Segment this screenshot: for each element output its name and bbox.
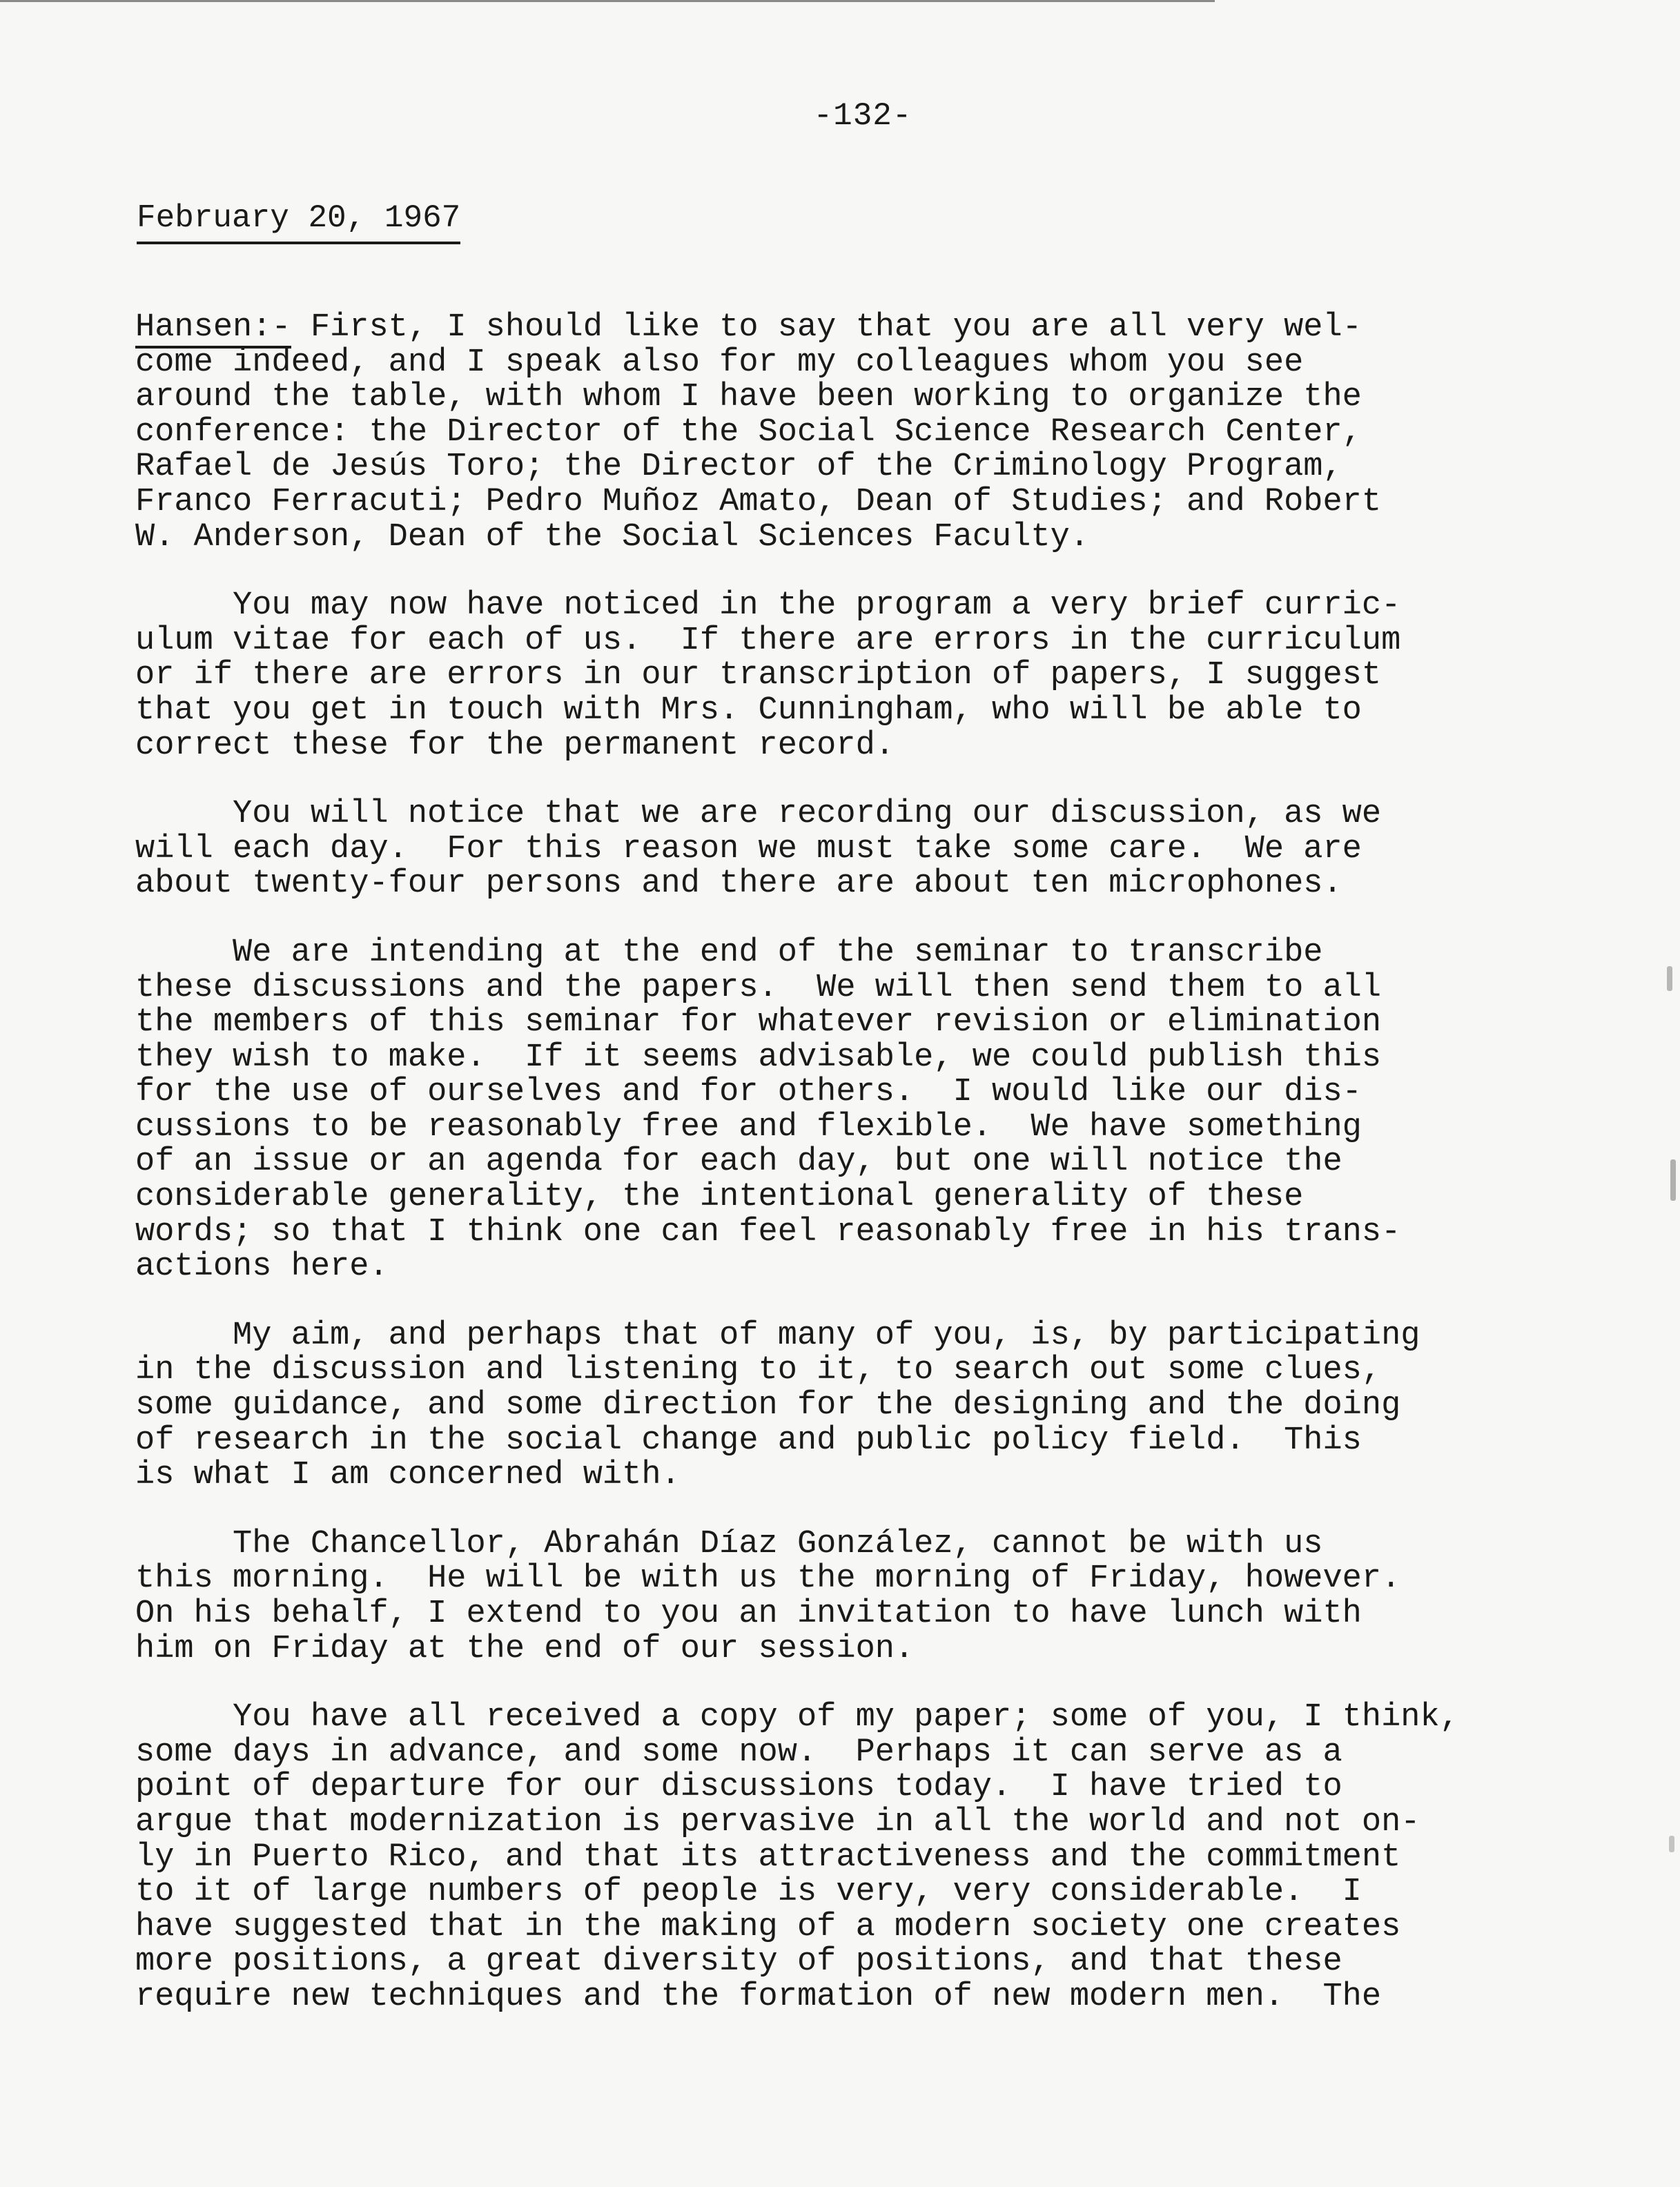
text-line: require new techniques and the formation of new modern men. The [135,1978,1382,2015]
paragraph [135,797,1543,902]
text-line: argue that modernization is pervasive in all the world and not on- [135,1803,1420,1841]
text-line: more positions, a great diversity of positions, and that these [135,1943,1342,1981]
text-line: The Chancellor, Abrahán Díaz González, cannot be with us [135,1525,1323,1562]
text-line: Rafael de Jesús Toro; the Director of the Criminology Program, [135,449,1342,486]
text-line: these discussions and the papers. We will then send them to all [135,969,1382,1006]
text-line: in the discussion and listening to it, to search out some clues, [135,1352,1382,1389]
text-line: cussions to be reasonably free and flexible. We have something [135,1108,1362,1146]
scan-artifact [1670,1159,1676,1201]
text-line: On his behalf, I extend to you an invitation to have lunch with [135,1596,1362,1632]
date-heading: February 20, 1967 [137,200,460,244]
text-line: ly in Puerto Rico, and that its attractiveness and the commitment [135,1838,1401,1876]
paragraph [135,589,1543,763]
text-line: actions here. [135,1248,389,1286]
text-line: We are intending at the end of the seminar to transcribe [135,934,1323,971]
text-line: him on Friday at the end of our session. [135,1630,915,1667]
text-line: or if there are errors in our transcription of papers, I suggest [135,657,1382,694]
text-line: to it of large numbers of people is very, very considerable. I [135,1874,1362,1911]
text-line: come indeed, and I speak also for my colleagues whom you see [135,344,1304,381]
text-line: You may now have noticed in the program a very brief curric- [135,587,1401,625]
paragraph [135,1527,1543,1667]
text-line: of research in the social change and public policy field. This [135,1422,1362,1459]
text-line: they wish to make. If it seems advisable, we could publish this [135,1039,1382,1076]
text-line: You have all received a copy of my paper; some of you, I think, [135,1699,1459,1736]
paragraph [135,311,1543,555]
page-number: -132- [813,98,912,134]
text-line: for the use of ourselves and for others. I would like our dis- [135,1074,1362,1111]
text-line: is what I am concerned with. [135,1457,681,1494]
text-line: point of departure for our discussions today. I have tried to [135,1769,1342,1806]
text-line: of an issue or an agenda for each day, but one will notice the [135,1144,1342,1181]
text-line: this morning. He will be with us the morning of Friday, however. [135,1560,1401,1598]
text-line: My aim, and perhaps that of many of you, is, by participating [135,1317,1420,1354]
speaker-name: Hansen:- [135,309,291,349]
text-line: have suggested that in the making of a modern society one creates [135,1908,1401,1945]
text-line: W. Anderson, Dean of the Social Sciences Faculty. [135,518,1090,556]
paragraph [135,1700,1543,2014]
text-line: words; so that I think one can feel reasonably free in his trans- [135,1213,1401,1251]
transcript-body [135,311,1543,2015]
text-line: around the table, with whom I have been working to organize the [135,379,1362,416]
text-line: conference: the Director of the Social Science Research Center, [135,413,1362,451]
scan-artifact [1669,1836,1674,1852]
scan-artifact [1667,966,1672,991]
text-line: will each day. For this reason we must take some care. We are [135,830,1362,867]
text-line: the members of this seminar for whatever revision or elimination [135,1004,1382,1041]
text-line: about twenty-four persons and there are about ten microphones. [135,865,1342,903]
text-line: correct these for the permanent record. [135,727,895,764]
text-line: that you get in touch with Mrs. Cunningham, who will be able to [135,692,1362,729]
text-line: Franco Ferracuti; Pedro Muñoz Amato, Dean of Studies; and Robert [135,483,1382,520]
text-line: some days in advance, and some now. Perhaps it can serve as a [135,1734,1342,1771]
paragraph [135,936,1543,1285]
paragraph [135,1319,1543,1493]
text-line: some guidance, and some direction for the designing and the doing [135,1387,1401,1424]
text-line: considerable generality, the intentional generality of these [135,1179,1304,1216]
text-line: You will notice that we are recording our discussion, as we [135,796,1382,833]
scan-top-edge [0,0,1215,2]
text-line: First, I should like to say that you are all very wel- [291,309,1362,346]
text-line: ulum vitae for each of us. If there are errors in the curriculum [135,622,1401,659]
